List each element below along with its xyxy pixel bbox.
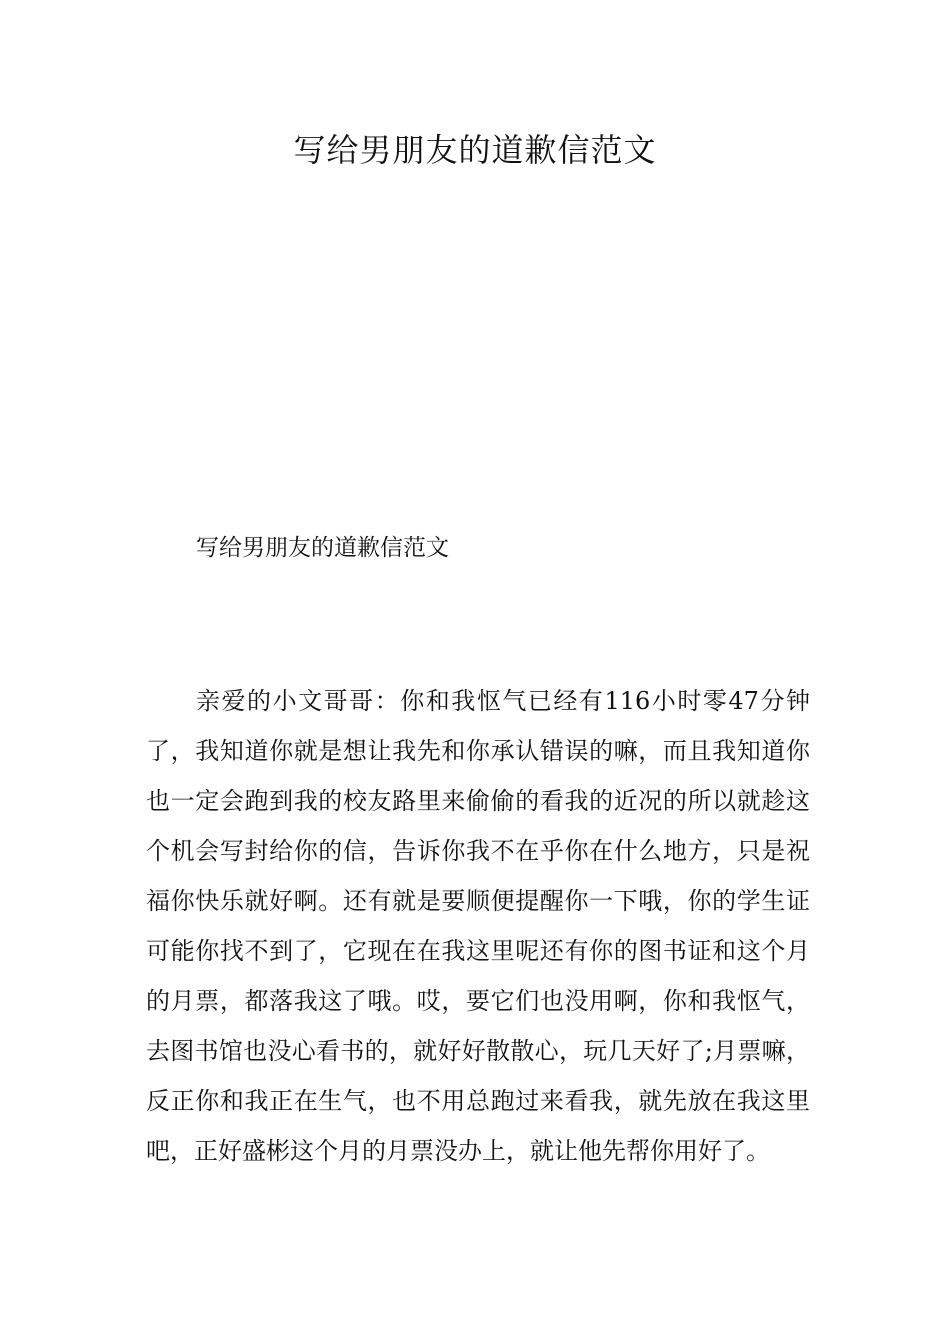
document-subtitle: 写给男朋友的道歉信范文 [196, 535, 449, 561]
letter-body-paragraph: 亲爱的小文哥哥：你和我怄气已经有116小时零47分钟了，我知道你就是想让我先和你承认错误的嘛，而且我知道你也一定会跑到我的校友路里来偷偷的看我的近况的所以就趁这个机会写封给你的信，告诉你我不在乎你在什么地方，只是祝福你快乐就好啊。还有就是要顺便提醒你一下哦，你的学生证可能你找不到了，它现在在我这里呢还有你的图书证和这个月的月票，都落我这了哦。哎，要它们也没用啊，你和我怄气，去图书馆也没心看书的，就好好散散心，玩几天好了;月票嘛，反正你和我正在生气，也不用总跑过来看我，就先放在我这里吧，正好盛彬这个月的月票没办上，就让他先帮你用好了。 [146, 687, 810, 1165]
document-title: 写给男朋友的道歉信范文 [293, 131, 657, 169]
